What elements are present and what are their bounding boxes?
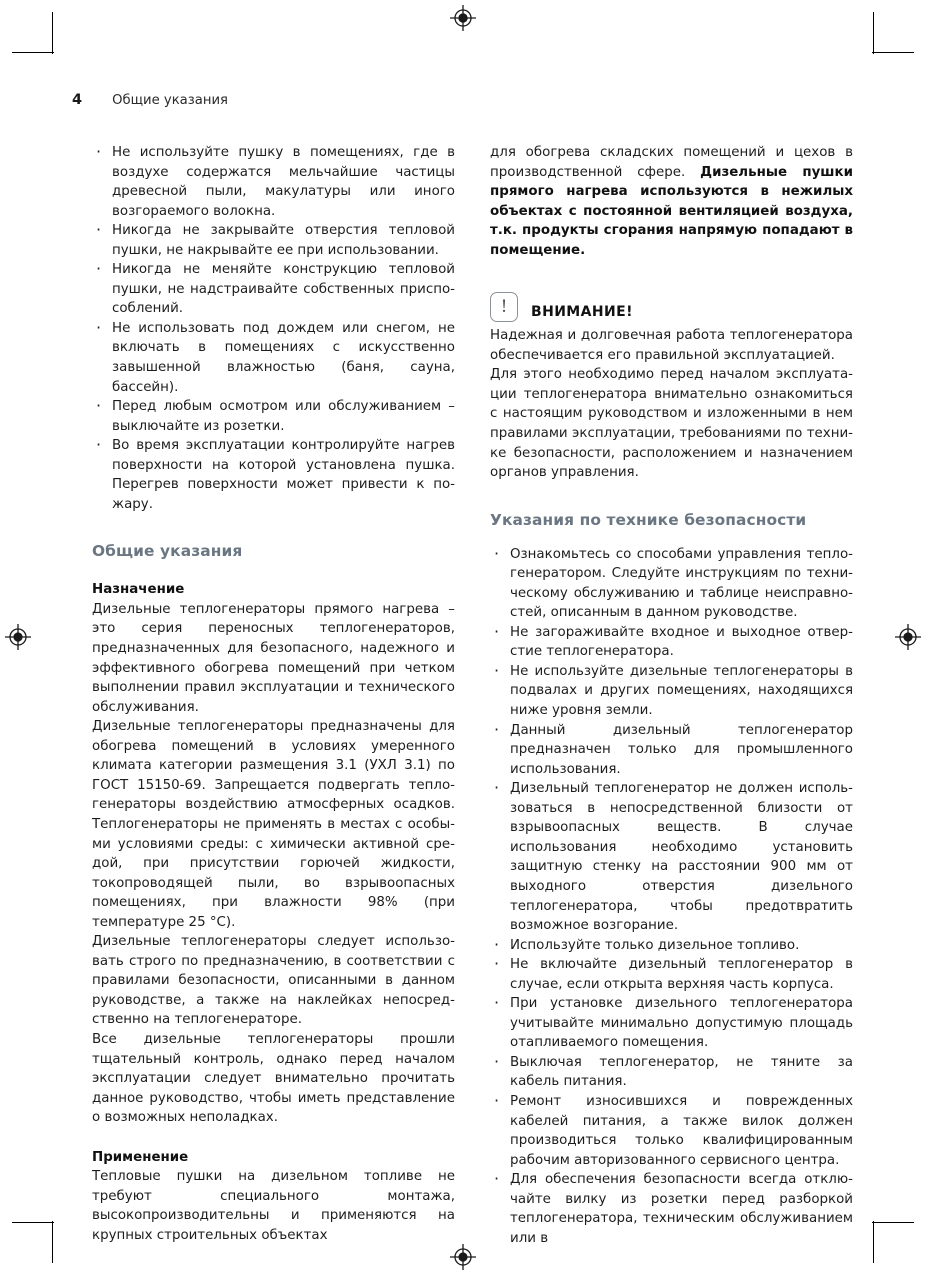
- running-head-title: Общие указания: [112, 93, 228, 108]
- list-item: · Ремонт износившихся и поврежденных кабелей питания, а также вилок должен производиться только квалифицированным рабочим авторизованного сервисного центра.: [490, 1092, 853, 1170]
- paragraph: Для этого необходимо перед началом эксплуатации теплогенератора внимательно ознакомиться с настоящим руководством и изложенными в нем правилами эксплуатации, требованиями по технике безопасности, расположением и назначением органов управления.: [490, 367, 853, 481]
- intro-text-bold: Дизельные пушки прямого нагрева используются в нежилых объектах с постоянной вентиляцией воздуха, т.к. продукты сгорания напрямую попадают в помещение.: [490, 164, 853, 258]
- list-item: · При установке дизельного теплогенератора учитывайте минимально допустимую площадь отапливаемого помещения.: [490, 994, 853, 1053]
- paragraph: Тепловые пушки на дизельном топливе не требуют специального монтажа, высокопроизводительны и применяются на крупных строительных объектах: [92, 1169, 455, 1243]
- paragraph: Дизельные теплогенераторы следует использовать строго по предназначению, в соответствии с правилами безопасности, описанными в данном руководстве, а также на наклейках непосредственно на теплогенераторе.: [92, 934, 455, 1028]
- intro-paragraph: [490, 143, 853, 260]
- attention-callout: [490, 292, 853, 322]
- crop-mark-bottom-right-vertical: [873, 1221, 874, 1263]
- list-item: · Используйте только дизельное топливо.: [490, 936, 853, 956]
- crop-mark-bottom-left-vertical: [52, 1221, 53, 1263]
- list-item: · Во время эксплуатации контролируйте нагрев поверхности на которой установлена пушка. Перегрев поверхности может привести к пожару.: [92, 436, 455, 514]
- list-item: · Никогда не закрывайте отверстия тепловой пушки, не накрывайте ее при использовании.: [92, 221, 455, 260]
- subheading-application: Применение: [92, 1149, 189, 1165]
- list-item: · Никогда не меняйте конструкцию тепловой пушки, не надстраивайте собственных приспособлений.: [92, 260, 455, 319]
- crop-mark-top-right-horizontal: [872, 52, 914, 53]
- list-item: · Выключая теплогенератор, не тяните за кабель питания.: [490, 1053, 853, 1092]
- exclamation-mark-icon: !: [490, 292, 518, 322]
- crop-mark-bottom-right-horizontal: [872, 1222, 914, 1223]
- list-item: · Не используйте пушку в помещениях, где в воздухе содержатся мельчайшие частицы древесной пыли, макулатуры или иного возгораемого волокна.: [92, 143, 455, 221]
- crop-mark-top-right-vertical: [873, 12, 874, 54]
- list-item: · Перед любым осмотром или обслуживанием – выключайте из розетки.: [92, 397, 455, 436]
- registration-target-icon-left: [5, 624, 31, 650]
- list-item: · Не загораживайте входное и выходное отверстие теплогенератора.: [490, 623, 853, 662]
- safety-bullets-continued: [92, 143, 455, 514]
- list-item: · Для обеспечения безопасности всегда отключайте вилку из розетки перед разборкой теплогенератора, техническим обслуживанием или в: [490, 1170, 853, 1248]
- crop-mark-bottom-left-horizontal: [12, 1222, 54, 1223]
- paragraph: Все дизельные теплогенераторы прошли тщательный контроль, однако перед началом эксплуатации следует внимательно прочитать данное руководство, чтобы иметь представление о возможных неполадках.: [92, 1031, 455, 1126]
- page-header: [72, 92, 672, 108]
- registration-target-icon-right: [895, 624, 921, 650]
- left-column: [92, 143, 455, 1248]
- right-column: [490, 143, 853, 1248]
- list-item: · Не используйте дизельные теплогенераторы в подвалах и других помещениях, находящихся ниже уровня земли.: [490, 662, 853, 721]
- page-columns: [92, 143, 854, 1248]
- crop-mark-top-left-vertical: [52, 12, 53, 54]
- section-heading-safety-instructions: Указания по технике безопасности: [490, 510, 807, 529]
- list-item: · Дизельный теплогенератор не должен использоваться в непосредственной близости от взрывоопасных веществ. В случае использования необходимо установить защитную стенку на расстоянии 900 мм от выходного отверстия дизельного теплогенератора, чтобы предотвратить возможное возгорание.: [490, 779, 853, 935]
- attention-label: ВНИМАНИЕ!: [531, 304, 633, 321]
- paragraph: Надежная и долговечная работа теплогенератора обеспечивается его правильной эксплуатацией.: [490, 328, 853, 363]
- crop-mark-top-left-horizontal: [12, 52, 54, 53]
- section-heading-general-instructions: Общие указания: [92, 542, 243, 561]
- list-item: · Не использовать под дождем или снегом, не включать в помещениях с искусственно завышенной влажностью (баня, сауна, бассейн).: [92, 319, 455, 397]
- list-item: · Ознакомьтесь со способами управления теплогенератором. Следуйте инструкциям по техническому обслуживанию и таблице неисправностей, описанным в данном руководстве.: [490, 545, 853, 623]
- subheading-purpose: Назначение: [92, 582, 185, 598]
- intro-text-normal: для обогрева складских помещений и цехов в производственной сфере.: [490, 145, 853, 180]
- list-item: · Не включайте дизельный теплогенератор в случае, если открыта верхняя часть корпуса.: [490, 955, 853, 994]
- paragraph: Дизельные теплогенераторы прямого нагрева – это серия переносных теплогенераторов, предназначенных для безопасного, надежного и эффективного обогрева помещений при четком выполнении правил эксплуатации и технического обслуживания.: [92, 601, 455, 715]
- registration-target-icon-top: [450, 5, 476, 31]
- safety-bullets: [490, 545, 853, 1249]
- paragraph: Дизельные теплогенераторы предназначены для обогрева помещений в условиях умеренного климата категории размещения 3.1 (УХЛ 3.1) по ГОСТ 15150-69. Запрещается подвергать теплогенераторы воздействию атмосферных осадков. Теплогенераторы не применять в местах с особыми условиями среды: с химически активной средой, при присутствии горючей жидкости, токопроводящей пыли, во взрывоопасных помещениях, при влажности 98% (при температуре 25 °С).: [92, 719, 455, 930]
- page-number: 4: [72, 92, 83, 108]
- list-item: · Данный дизельный теплогенератор предназначен только для промышленного использования.: [490, 721, 853, 780]
